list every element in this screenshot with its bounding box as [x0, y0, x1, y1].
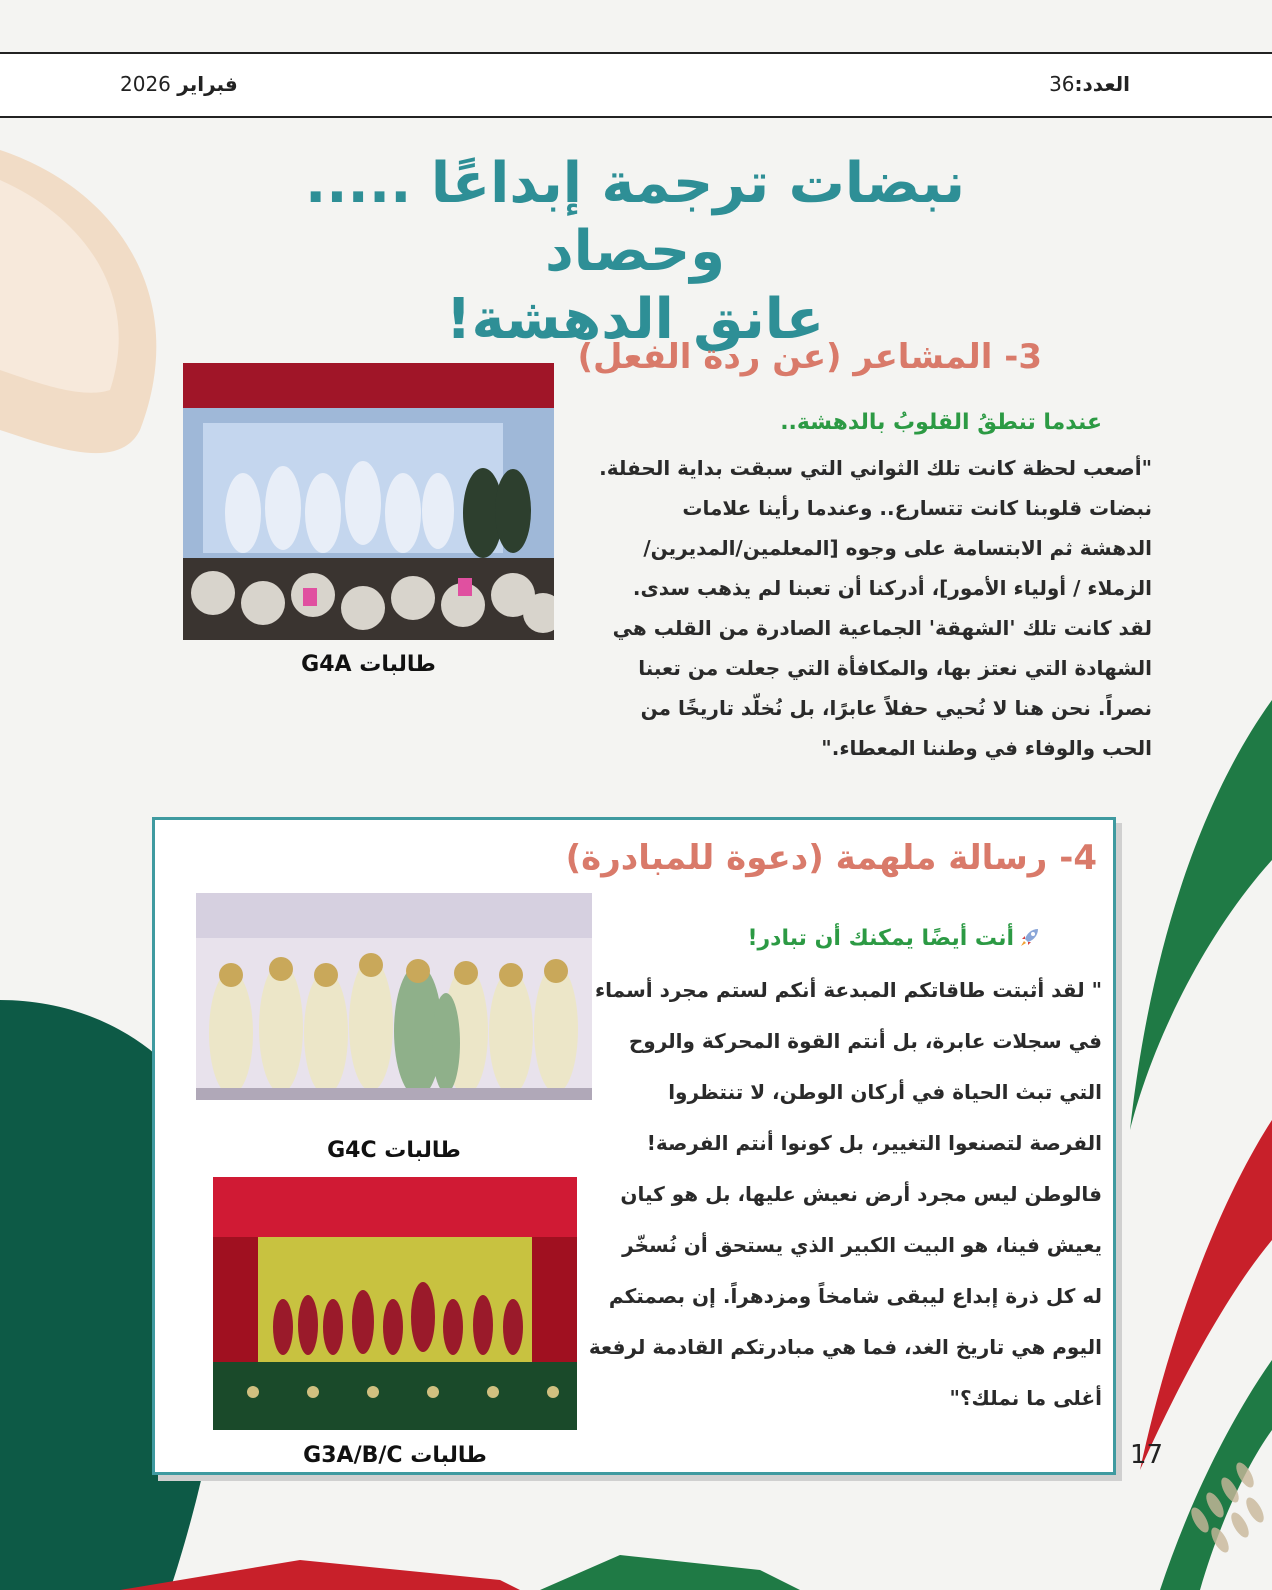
stage-photo-g4a — [183, 363, 554, 640]
header-bar — [0, 52, 1272, 118]
body-line: الشهادة التي نعتز بها، والمكافأة التي جعلت من تعبنا — [638, 656, 1152, 680]
body-line: الدهشة ثم الابتسامة على وجوه [المعلمين/المديرين/ — [643, 536, 1152, 560]
body-line: يعيش فينا، هو البيت الكبير الذي يستحق أن نُسخّر — [622, 1233, 1102, 1257]
issue-date — [120, 72, 238, 96]
body-line: نبضات قلوبنا كانت تتسارع.. وعندما رأينا علامات — [682, 496, 1152, 520]
body-line: التي تبث الحياة في أركان الوطن، لا تنتظروا — [668, 1080, 1102, 1104]
section3-subheading: عندما تنطقُ القلوبُ بالدهشة.. — [780, 410, 1102, 435]
body-line: الفرصة لتصنعوا التغيير، بل كونوا أنتم الفرصة! — [646, 1131, 1102, 1155]
body-line: " لقد أثبتت طاقاتكم المبدعة أنكم لستم مجرد أسماء — [594, 978, 1102, 1002]
section4-heading: 4- رسالة ملهمة (دعوة للمبادرة) — [565, 838, 1097, 878]
section3-body — [592, 448, 1152, 768]
page-number: 17 — [1130, 1440, 1164, 1470]
issue-value: 36 — [1049, 72, 1075, 96]
issue-month: فبراير — [177, 72, 238, 96]
body-line: نصراً. نحن هنا لا نُحيي حفلاً عابرًا، بل نُخلّد تاريخًا من — [640, 696, 1152, 720]
rocket-icon — [1018, 925, 1042, 949]
body-line: الزملاء / أولياء الأمور]، أدركنا أن تعبنا لم يذهب سدى. — [632, 576, 1152, 600]
photo-caption-g4c: طالبات G4C — [327, 1138, 461, 1163]
body-line: فالوطن ليس مجرد أرض نعيش عليها، بل هو كيان — [620, 1182, 1102, 1206]
section4-body — [582, 965, 1102, 1424]
page-title-line2: عانق الدهشة! — [445, 287, 825, 352]
page-title — [220, 150, 1050, 354]
section3-heading: 3- المشاعر (عن ردة الفعل) — [577, 337, 1042, 377]
body-line: له كل ذرة إبداع ليبقى شامخاً ومزدهراً. إن بصمتكم — [608, 1284, 1102, 1308]
section4-subheading-text: أنت أيضًا يمكنك أن تبادر! — [747, 926, 1014, 951]
body-line: "أصعب لحظة كانت تلك الثواني التي سبقت بداية الحفلة. — [599, 456, 1152, 480]
body-line: لقد كانت تلك 'الشهقة' الجماعية الصادرة من القلب هي — [612, 616, 1152, 640]
section4-subheading — [747, 925, 1042, 951]
page-title-line1: نبضات ترجمة إبداعًا ..... وحصاد — [305, 151, 965, 284]
stage-photo-g4c — [196, 893, 592, 1100]
photo-caption-g3abc: طالبات G3A/B/C — [303, 1443, 487, 1468]
issue-label: العدد: — [1074, 72, 1130, 96]
body-line: الحب والوفاء في وطننا المعطاء." — [821, 736, 1152, 760]
issue-number — [1049, 72, 1130, 96]
body-line: في سجلات عابرة، بل أنتم القوة المحركة والروح — [628, 1029, 1102, 1053]
body-line: اليوم هي تاريخ الغد، فما هي مبادرتكم القادمة لرفعة — [588, 1335, 1102, 1359]
photo-caption-g4a: طالبات G4A — [301, 652, 436, 677]
issue-year: 2026 — [120, 72, 171, 96]
body-line: أغلى ما نملك؟" — [949, 1386, 1102, 1410]
stage-photo-g3abc — [213, 1177, 577, 1430]
